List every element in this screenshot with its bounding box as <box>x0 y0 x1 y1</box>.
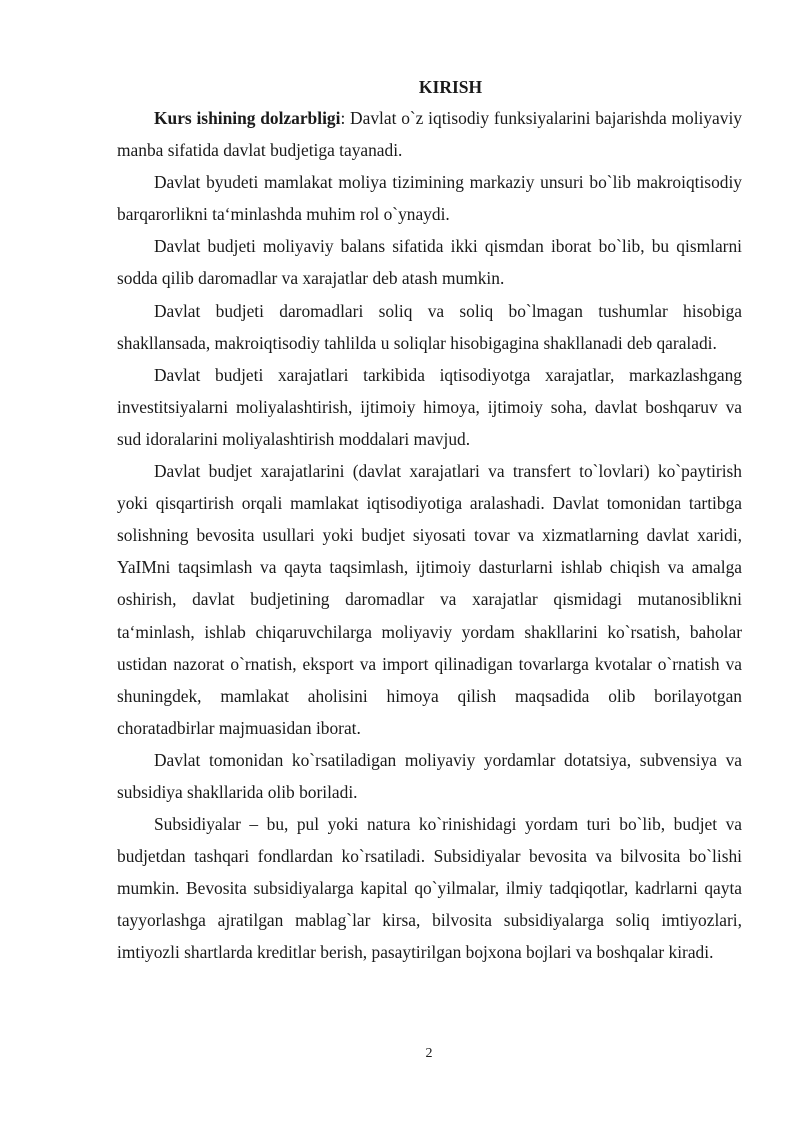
paragraph: Davlat byudeti mamlakat moliya tizimining markaziy unsuri bo`lib makroiqtisodiy barqarorlikni ta‘minlashda muhim rol o`ynaydi. <box>117 172 742 225</box>
paragraph: Davlat budjeti daromadlari soliq va soliq bo`lmagan tushumlar hisobiga shakllansada, makroiqtisodiy tahlilda u soliqlar hisobigagina shakllanadi deb qaraladi. <box>117 300 742 353</box>
intro-lead: Kurs ishining dolzarbligi <box>154 108 341 128</box>
section-heading: KIRISH <box>418 77 483 97</box>
paragraph: Davlat budjeti xarajatlari tarkibida iqtisodiyotga xarajatlar, markazlashgang investitsiyalarni moliyalashtirish, ijtimoiy himoya, ijtimoiy soha, davlat boshqaruv va sud idoralarini moliyalashtirish moddalari mavjud. <box>117 364 742 449</box>
paragraph: Subsidiyalar – bu, pul yoki natura ko`rinishidagi yordam turi bo`lib, budjet va budjetdan tashqari fondlardan ko`rsatiladi. Subsidiyalar bevosita va bilvosita bo`lishi mumkin. Bevosita subsidiyalarga kapital qo`yilmalar, ilmiy tadqiqotlar, kadrlarni qayta tayyorlashga ajratilgan mablag`lar kirsa, bilvosita subsidiyalarga soliq imtiyozlari, imtiyozli shartlarda kreditlar berish, pasaytirilgan bojxona bojlari va boshqalar kiradi. <box>117 814 742 963</box>
document-page <box>117 72 742 969</box>
page-number: 2 <box>425 1046 433 1061</box>
intro-text: : Davlat o`z iqtisodiy funksiyalarini bajarishda moliyaviy manba sifatida davlat budjetiga tayanadi. <box>117 108 742 161</box>
paragraph: Davlat budjeti moliyaviy balans sifatida ikki qismdan iborat bo`lib, bu qismlarni sodda qilib daromadlar va xarajatlar deb atash mumkin. <box>117 236 742 289</box>
intro-paragraph <box>117 102 742 166</box>
paragraph: Davlat budjet xarajatlarini (davlat xarajatlari va transfert to`lovlari) ko`paytirish yoki qisqartirish orqali mamlakat iqtisodiyotiga aralashadi. Davlat tomonidan tartibga solishning bevosita usullari yoki budjet siyosati tovar va xizmatlarning davlat xaridi, YaIMni taqsimlash va qayta taqsimlash, ijtimoiy dasturlarni ishlab chiqish va amalga oshirish, davlat budjetining daromadlar va xarajatlar qismidagi mutanosiblikni ta‘minlash, ishlab chiqaruvchilarga moliyaviy yordam shakllarini ko`rsatish, baholar ustidan nazorat o`rnatish, eksport va import qilinadigan tovarlarga kvotalar o`rnatish va shuningdek, mamlakat aholisini himoya qilish maqsadida olib borilayotgan choratadbirlar majmuasidan iborat. <box>117 461 742 738</box>
paragraph: Davlat tomonidan ko`rsatiladigan moliyaviy yordamlar dotatsiya, subvensiya va subsidiya shakllarida olib boriladi. <box>117 749 742 802</box>
